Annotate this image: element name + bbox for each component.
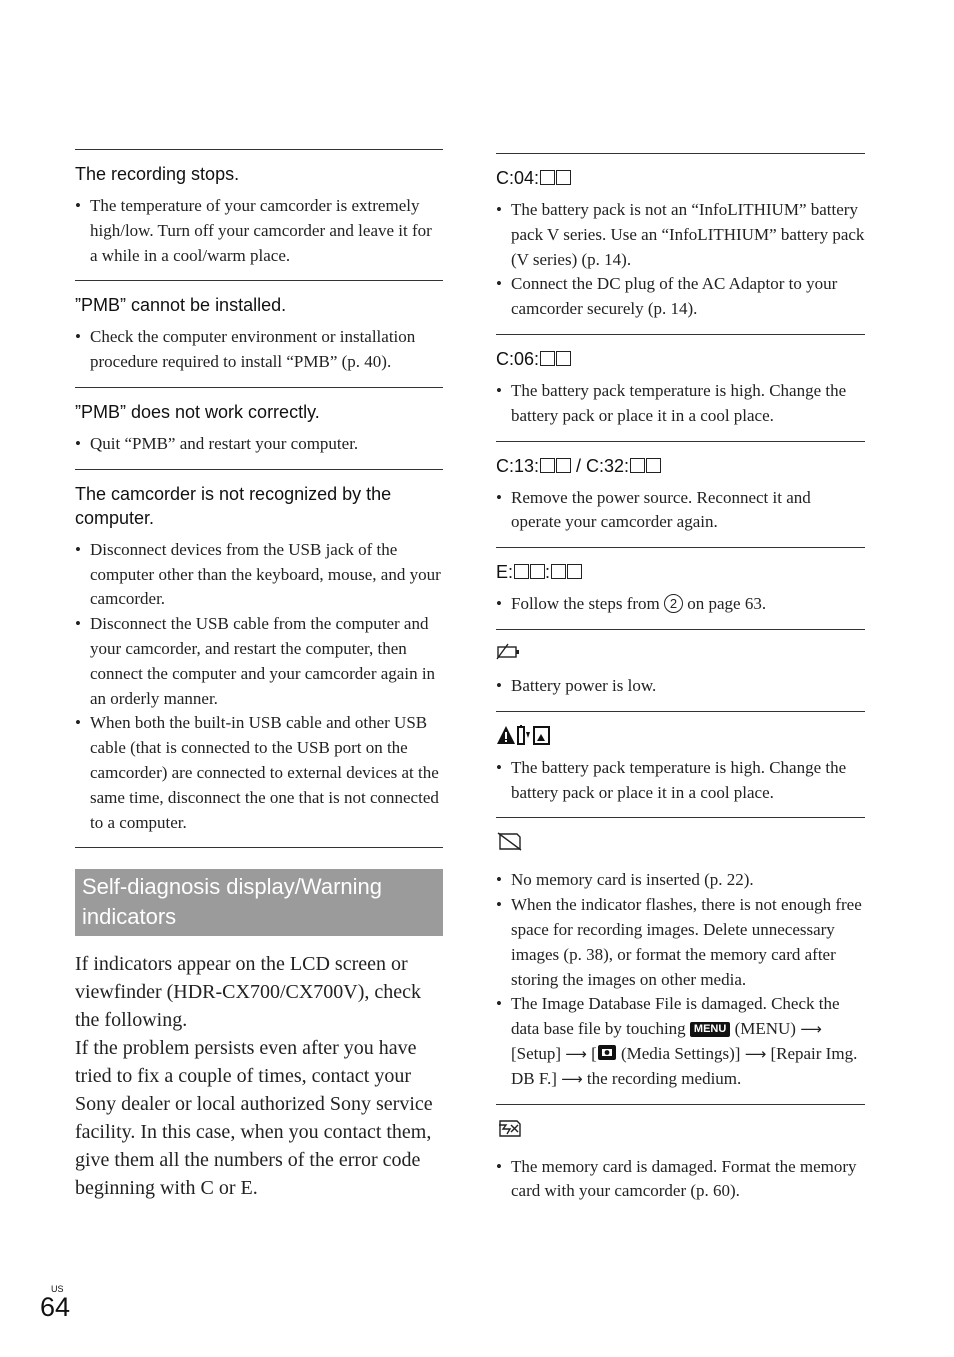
icon-row (496, 642, 865, 666)
digit-placeholder (530, 564, 545, 579)
bullet-list (496, 198, 865, 322)
bullet-text: The Image Database File is damaged. Check the data base file by touching (511, 994, 840, 1039)
bullet-list (496, 379, 865, 429)
icon-row (496, 724, 865, 748)
bullet-list (496, 674, 865, 699)
battery-low-icon (496, 642, 522, 662)
warning-entry-memory-card (496, 817, 865, 1103)
error-code-text: / C:32: (571, 455, 630, 476)
entry-heading: The recording stops. (75, 164, 240, 184)
digit-placeholder (646, 458, 661, 473)
bullet-list (496, 1155, 865, 1205)
bullet-list (75, 194, 443, 268)
list-item: • Connect the DC plug of the AC Adaptor to your camcorder securely (p. 14). (496, 272, 865, 322)
entry-heading: ”PMB” does not work correctly. (75, 401, 320, 422)
list-item (496, 592, 865, 617)
bullet-text: the recording medium. (582, 1068, 742, 1088)
bullet-text: (MENU) (730, 1019, 801, 1039)
list-item: • Disconnect the USB cable from the computer and your camcorder, and restart the computer, then connect the computer and your camcorder again in an orderly manner. (75, 612, 443, 711)
list-item: • The battery pack temperature is high. Change the battery pack or place it in a cool place. (496, 756, 865, 806)
digit-placeholder (514, 564, 529, 579)
error-code-text: : (545, 562, 551, 583)
bullet-list (496, 868, 865, 1091)
troubleshooting-entry (75, 387, 443, 469)
battery-temperature-icon (496, 724, 552, 746)
bullet-list (496, 756, 865, 806)
bullet-list (75, 325, 443, 375)
divider (75, 847, 443, 848)
circled-step-number: 2 (664, 594, 683, 613)
list-item: • The battery pack is not an “InfoLITHIUM” battery pack V series. Use an “InfoLITHIUM” battery pack (V series) (p. 14). (496, 198, 865, 272)
troubleshooting-entry (75, 149, 443, 280)
intro-paragraph: If indicators appear on the LCD screen or viewfinder (HDR-CX700/CX700V), check the following. (75, 953, 422, 1032)
right-column (496, 153, 865, 1216)
bullet-list (75, 432, 443, 457)
warning-entry-battery-low (496, 629, 865, 711)
error-code-heading (496, 560, 865, 584)
troubleshooting-list (75, 149, 443, 848)
bullet-list (75, 538, 443, 836)
digit-placeholder (540, 458, 555, 473)
page-number: 64 (40, 1292, 71, 1322)
section-title: Self-diagnosis display/Warning indicators (75, 869, 443, 936)
error-code-text: C:04: (496, 168, 540, 188)
digit-placeholder (556, 458, 571, 473)
troubleshooting-entry (75, 280, 443, 387)
list-item: • When both the built-in USB cable and other USB cable (that is connected to the USB port on the camcorder) are connected to external devices at the same time, disconnect the one that is not connected to a computer. (75, 711, 443, 835)
bullet-text: (Media Settings)] (616, 1043, 745, 1063)
left-column (75, 149, 443, 1202)
arrow-icon: ⟶ (565, 1044, 587, 1063)
arrow-icon: ⟶ (800, 1020, 822, 1039)
damaged-memory-card-icon (496, 1117, 524, 1139)
bullet-text: [Setup] (511, 1043, 566, 1063)
error-code-entry-c13-c32 (496, 441, 865, 548)
intro-text (75, 950, 443, 1202)
digit-placeholder (540, 351, 555, 366)
digit-placeholder (540, 170, 555, 185)
bullet-text: [ (586, 1043, 597, 1063)
list-item: • The temperature of your camcorder is extremely high/low. Turn off your camcorder and leave it for a while in a cool/warm place. (75, 194, 443, 268)
error-code-heading (496, 454, 865, 478)
list-item: • Remove the power source. Reconnect it and operate your camcorder again. (496, 486, 865, 536)
entry-heading: The camcorder is not recognized by the computer. (75, 483, 392, 528)
list-item: • Quit “PMB” and restart your computer. (75, 432, 443, 457)
error-code-entry-c04 (496, 153, 865, 334)
list-item: • Check the computer environment or installation procedure required to install “PMB” (p. 40). (75, 325, 443, 375)
menu-button-icon: MENU (690, 1022, 730, 1037)
bullet-text: [Repair Img. DB F.] (511, 1043, 858, 1088)
digit-placeholder (556, 351, 571, 366)
list-item: • The memory card is damaged. Format the memory card with your camcorder (p. 60). (496, 1155, 865, 1205)
error-code-text: C:06: (496, 348, 540, 369)
error-code-text: C:13: (496, 455, 540, 476)
bullet-list (496, 592, 865, 617)
bullet-text: Follow the steps from (511, 594, 664, 614)
digit-placeholder (551, 564, 566, 579)
list-item: • Disconnect devices from the USB jack of the computer other than the keyboard, mouse, and your camcorder. (75, 538, 443, 612)
bullet-list (496, 486, 865, 536)
error-code-entry-c06 (496, 334, 865, 441)
error-code-heading (496, 166, 865, 190)
troubleshooting-entry (75, 469, 443, 848)
warning-entry-damaged-card (496, 1104, 865, 1217)
page-region-label: US (51, 1284, 64, 1294)
error-code-text: E: (496, 562, 514, 583)
bullet-text: on page 63. (683, 594, 767, 614)
digit-placeholder (556, 170, 571, 185)
icon-row (496, 830, 865, 860)
list-item (496, 992, 865, 1091)
icon-row (496, 1117, 865, 1147)
list-item: • No memory card is inserted (p. 22). (496, 868, 865, 893)
error-code-entry-e (496, 547, 865, 629)
digit-placeholder (567, 564, 582, 579)
warning-entry-battery-temperature (496, 711, 865, 818)
arrow-icon: ⟶ (561, 1069, 583, 1088)
arrow-icon: ⟶ (744, 1044, 767, 1063)
digit-placeholder (630, 458, 645, 473)
media-settings-icon (597, 1044, 617, 1061)
intro-paragraph: If the problem persists even after you have tried to fix a couple of times, contact your Sony dealer or local authorized Sony service facility. In this case, when you contact them, give them all the numbers of the error code beginning with C or E. (75, 1037, 433, 1200)
no-memory-card-icon (496, 830, 524, 852)
list-item: • The battery pack temperature is high. Change the battery pack or place it in a cool place. (496, 379, 865, 429)
list-item: • When the indicator flashes, there is not enough free space for recording images. Delete unnecessary images (p. 38), or format the memory card after storing the images on other media. (496, 893, 865, 992)
list-item: • Battery power is low. (496, 674, 865, 699)
entry-heading: ”PMB” cannot be installed. (75, 295, 287, 316)
error-code-heading (496, 347, 865, 371)
